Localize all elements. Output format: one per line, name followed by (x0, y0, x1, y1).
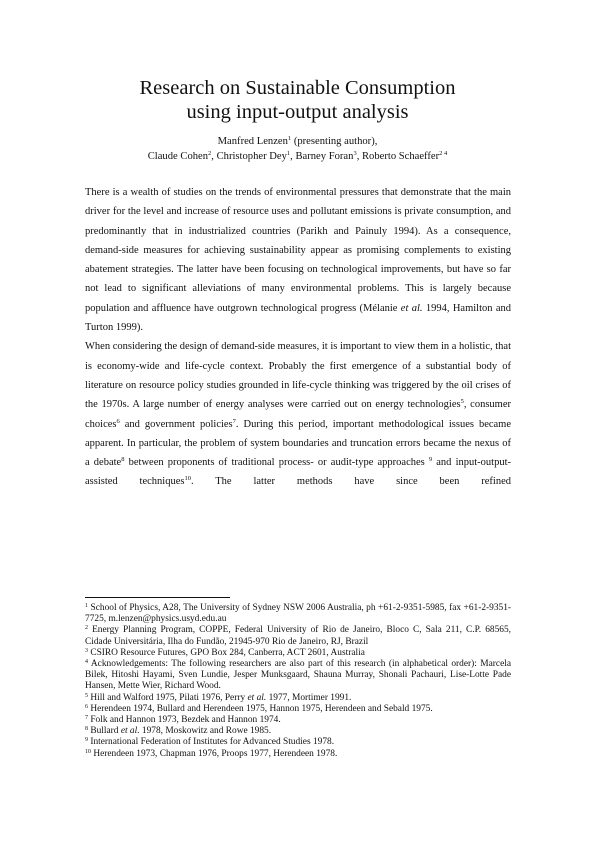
footnote-ref[interactable]: 8 (121, 456, 125, 464)
author-affiliation-mark: 2 4 (439, 150, 448, 157)
paragraph-text: between proponents of traditional process- or audit-type approaches (124, 457, 429, 469)
footnote-ref[interactable]: 10 (184, 475, 191, 483)
author-affiliation-mark: 2 (208, 150, 212, 157)
footnote (85, 648, 511, 659)
footnote (85, 715, 511, 726)
footnote-number: 3 (85, 647, 88, 654)
footnote (85, 749, 511, 760)
paragraph-text: . The latter methods have since been refined (190, 476, 511, 488)
footnote (85, 737, 511, 748)
author-name: Claude Cohen (147, 151, 209, 162)
author-note: (presenting author), (291, 136, 378, 147)
author-name: Manfred Lenzen (217, 136, 288, 147)
paragraph-text: . During this period, important methodological issues became apparent. In particular, the problem of system boundaries and truncation errors became the nexus of a debate (85, 418, 512, 469)
author-list (60, 134, 535, 164)
et-al-italic: et al. (120, 726, 140, 737)
footnote-text: Bullard (90, 726, 121, 737)
paragraph-text: 1994, Hamilton and Turton 1999). (85, 302, 511, 334)
author-affiliation-mark: 1 (287, 135, 292, 142)
footnote-text: Hill and Walford 1975, Pilati 1976, Perry (90, 692, 248, 703)
footnote-text: International Federation of Institutes for Advanced Studies 1978. (90, 737, 335, 748)
author-affiliation-mark: 1 (286, 150, 291, 157)
title-line-1: Research on Sustainable Consumption (139, 77, 456, 99)
paragraph-text: When considering the design of demand-side measures, it is important to view them in a holistic, that is economy-wide and life-cycle context. Probably the first emergence of a substantial body of literature on resource policy studies grounded in life-cycle thinking was triggered by the oil crises of the 1970s. A large number of energy analyses were carried out on energy technologies (85, 341, 511, 411)
footnote (85, 625, 511, 647)
paragraph-text: , consumer choices (85, 399, 511, 430)
footnote (85, 659, 511, 693)
paper-title (0, 76, 595, 124)
footnote-number: 10 (85, 748, 91, 755)
footnote (85, 726, 511, 737)
paragraph-2 (85, 337, 511, 491)
footnote-number: 6 (85, 703, 88, 710)
title-line-2: using input-output analysis (186, 101, 409, 123)
author-name: , Roberto Schaeffer (356, 151, 440, 162)
footnote-text: Folk and Hannon 1973, Bezdek and Hannon 1974. (90, 715, 281, 726)
footnote-number: 5 (85, 692, 88, 699)
footnote-ref[interactable]: 9 (428, 456, 433, 464)
author-affiliation-mark: 3 (353, 150, 357, 157)
footnote-number: 7 (85, 715, 88, 722)
footnote-text: Herendeen 1973, Chapman 1976, Proops 1977, Herendeen 1978. (93, 748, 338, 759)
footnote-number: 9 (85, 737, 88, 744)
footnote-number: 4 (85, 659, 88, 666)
footnote-ref[interactable]: 6 (116, 417, 120, 425)
footnote-ref[interactable]: 5 (460, 398, 464, 406)
author-name: , Christopher Dey (211, 151, 287, 162)
footnote-text: Energy Planning Program, COPPE, Federal University of Rio de Janeiro, Bloco C, Sala 211, C.P. 68565, Cidade Universitária, Ilha do Fundão, 21945-970 Rio de Janeiro, RJ, Brazil (85, 625, 512, 647)
footnotes (85, 603, 511, 760)
paragraph-1 (85, 183, 511, 337)
footnote (85, 693, 511, 704)
body-text (85, 183, 511, 492)
footnote-text: Herendeen 1974, Bullard and Herendeen 1975, Hannon 1975, Herendeen and Sebald 1975. (90, 703, 433, 714)
footnote-text: 1977, Mortimer 1991. (266, 692, 352, 703)
footnote-separator (85, 597, 230, 598)
et-al-italic: et al. (400, 302, 423, 314)
authors-line-2 (60, 149, 535, 164)
author-name: , Barney Foran (290, 151, 354, 162)
footnote-text: CSIRO Resource Futures, GPO Box 284, Canberra, ACT 2601, Australia (90, 647, 365, 658)
footnote-number: 1 (85, 603, 88, 609)
footnote-text: 1978, Moskowitz and Rowe 1985. (139, 726, 272, 737)
footnote-number: 2 (85, 625, 88, 632)
authors-line-1 (60, 134, 535, 149)
paragraph-text: and government policies (119, 418, 233, 430)
paragraph-text: and input-output-assisted techniques (85, 457, 511, 488)
footnote (85, 603, 511, 625)
footnote-number: 8 (85, 726, 88, 733)
footnote-ref[interactable]: 7 (232, 417, 236, 425)
footnote-text: Acknowledgements: The following researchers are also part of this research (in alphabetical order): Marcela Bilek, Hitoshi Hayami, Sven Lundie, Jesper Munksgaard, Shauna Murray, Shonali Pachauri, Lise-Lotte Pade Hansen, Mette Wier, Richard Wood. (85, 659, 511, 692)
et-al-italic: et al. (247, 692, 267, 703)
footnote (85, 704, 511, 715)
footnote-text: School of Physics, A28, The University of Sydney NSW 2006 Australia, ph +61-2-9351-5985, fax +61-2-9351-7725, m.lenzen@physics.usyd.edu.au (85, 603, 512, 625)
paragraph-text: There is a wealth of studies on the trends of environmental pressures that demonstrate that the main driver for the level and increase of resource uses and pollutant emissions is private consumption, and predominantly that in industrialized countries (Parikh and Painuly 1994). As a consequence, demand-side measures for achieving sustainability appear as promising complements to existing abatement strategies. The latter have been focusing on technological improvements, but have so far not lead to significant alleviations of many environmental problems. This is largely because population and affluence have outgrown technological progress (Mélanie (85, 187, 511, 314)
